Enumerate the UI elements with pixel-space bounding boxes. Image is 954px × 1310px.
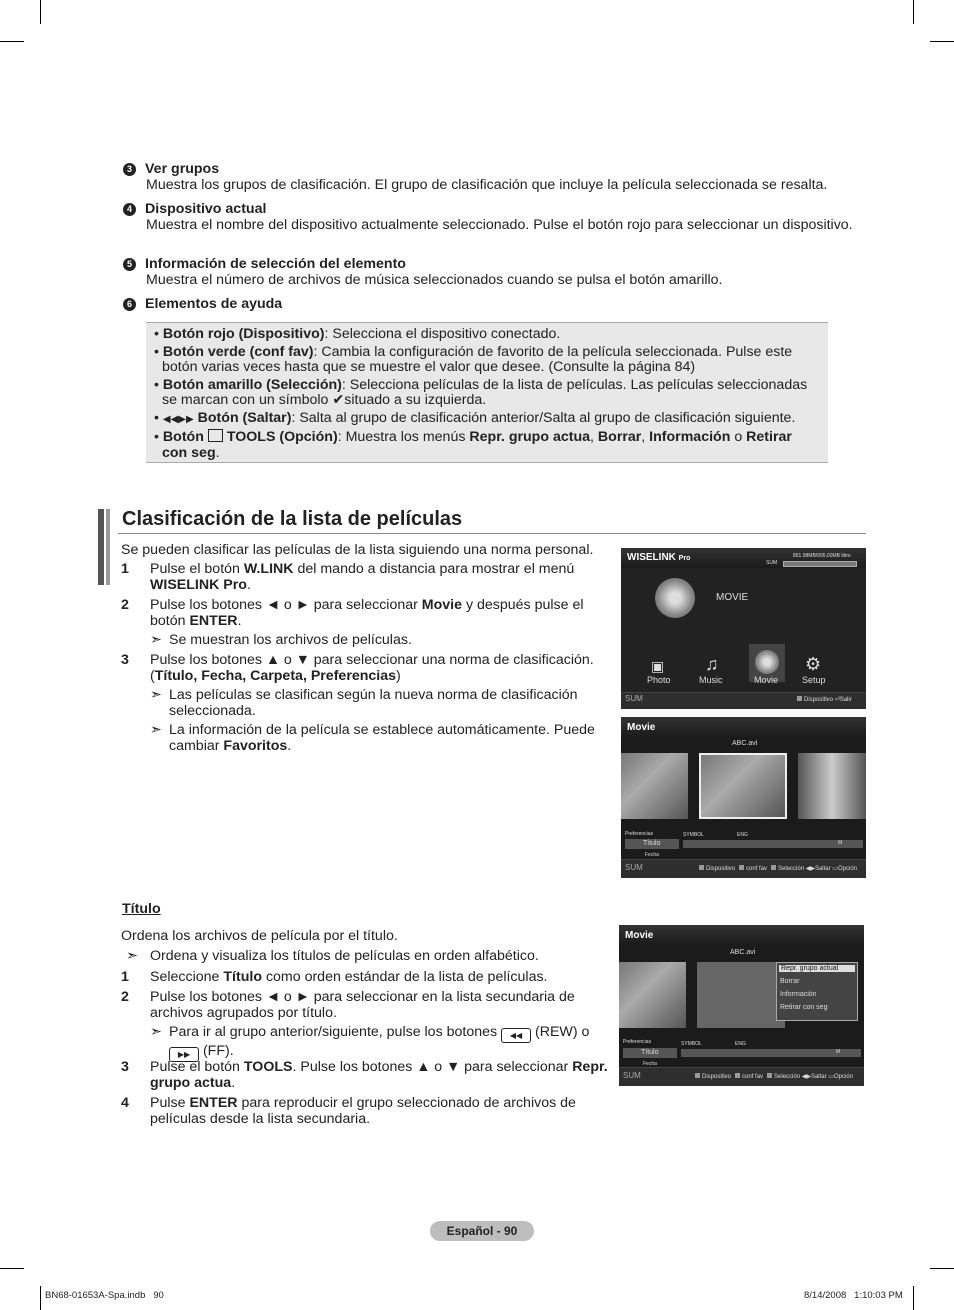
item-elementos-ayuda: [123, 296, 853, 312]
section-rule: [118, 533, 866, 534]
note: ➣ Se muestran los archivos de películas.: [150, 632, 412, 648]
arrow-icon: ➣: [150, 722, 162, 738]
sort-option: Preferencias: [625, 831, 654, 837]
brand-label: WISELINK Pro: [627, 552, 691, 563]
crop-mark: [913, 0, 914, 24]
setup-icon: ⚙: [805, 654, 822, 674]
step-2: 2 Pulse los botones ◄ o ► para seleccionar Movie y después pulse el botón ENTER.: [121, 597, 584, 629]
item-text: Muestra el número de archivos de música seleccionados cuando se pulsa el botón amarillo.: [146, 272, 723, 288]
tools-icon: [208, 429, 223, 442]
section-bar: [98, 509, 104, 585]
group-bar: [683, 840, 863, 848]
subsection-intro: Ordena los archivos de película por el título.: [121, 928, 398, 944]
group-label: M: [838, 840, 843, 846]
file-name: ABC.avi: [732, 740, 758, 747]
group-label: SYMBOL: [683, 832, 704, 838]
item-number: 4: [123, 203, 136, 216]
group-label: M: [836, 1049, 841, 1055]
icon-label: Photo: [647, 675, 671, 685]
titulo-step-1: 1 Seleccione Título como orden estándar de la lista de películas.: [121, 969, 548, 985]
foot-hints: Dispositivo ⏎Salir: [793, 696, 852, 703]
help-red: • Botón rojo (Dispositivo): Selecciona el dispositivo conectado.: [154, 326, 561, 342]
item-title: Ver grupos: [145, 161, 220, 177]
footer-file: BN68-01653A-Spa.indb 90: [45, 1290, 164, 1301]
arrow-icon: ➣: [126, 948, 138, 964]
titulo-step-3: 3 Pulse el botón TOOLS. Pulse los botones ▲ o ▼ para seleccionar Repr. grupo actua.: [121, 1059, 608, 1091]
menu-item-repr-grupo[interactable]: Repr. grupo actual: [779, 965, 855, 972]
sort-option-selected: Título: [641, 1049, 659, 1056]
titulo-step-2: 2 Pulse los botones ◄ o ► para seleccionar en la lista secundaria de archivos agrupados por título.: [121, 989, 575, 1021]
menu-item-informacion[interactable]: Información: [780, 991, 817, 998]
step-3: 3 Pulse los botones ▲ o ▼ para seleccionar una norma de clasificación. (Título, Fecha, Carpeta, Preferencias): [121, 652, 594, 684]
item-title: Dispositivo actual: [145, 201, 267, 217]
foot-hints: Dispositivo conf fav Selección ◀▶Saltar ▭Opción: [695, 865, 857, 872]
note: ➣ Ordena y visualiza los títulos de películas en orden alfabético.: [126, 948, 539, 964]
wiselink-screen: [621, 548, 866, 709]
icon-label: Movie: [754, 675, 779, 685]
help-yellow: • Botón amarillo (Selección): Selecciona películas de la lista de películas. Las películas seleccionadas se marcan con un símbolo ✔situado a su izquierda.: [154, 376, 808, 408]
photo-icon: ▣: [651, 658, 665, 674]
foot-hints: Dispositivo conf fav Selección ◀▶Saltar ▭Opción: [691, 1073, 853, 1080]
help-box: [146, 322, 828, 463]
group-label: ENG: [737, 832, 748, 838]
crop-mark: [0, 41, 24, 42]
section-title: Clasificación de la lista de películas: [122, 508, 463, 530]
storage-bar: [783, 561, 857, 567]
group-label: SYMBOL: [681, 1041, 702, 1047]
rewind-icon: ◀◀: [501, 1028, 531, 1043]
arrow-icon: ➣: [150, 687, 162, 703]
sort-option: Fecha: [645, 852, 659, 858]
item-number: 5: [123, 258, 136, 271]
skip-icon: ◀◀▶▶: [162, 413, 194, 425]
help-skip: • ◀◀▶▶ Botón (Saltar): Salta al grupo de clasificación anterior/Salta al grupo de clasificación siguiente.: [154, 409, 796, 426]
item-text: Muestra los grupos de clasificación. El grupo de clasificación que incluye la película seleccionada se resalta.: [146, 177, 828, 193]
section-intro: Se pueden clasificar las películas de la lista siguiendo una norma personal.: [121, 542, 594, 558]
movie-icon: [755, 650, 779, 674]
arrow-icon: ➣: [150, 1024, 162, 1040]
crop-mark: [930, 41, 954, 42]
section-bar: [106, 509, 110, 585]
item-text: Muestra el nombre del dispositivo actualmente seleccionado. Pulse el botón rojo para seleccionar un dispositivo.: [146, 217, 853, 233]
storage-label: 851.98MB/995.00MB libre: [793, 553, 851, 559]
note: ➣ La información de la película se establece automáticamente. Puede cambiar Favoritos.: [150, 722, 595, 754]
tools-menu-screen: [619, 925, 864, 1086]
thumbnail: [798, 753, 866, 819]
item-ver-grupos: [123, 161, 853, 193]
group-bar: [681, 1049, 861, 1057]
crop-mark: [0, 1268, 24, 1269]
thumbnail-selected: [697, 962, 785, 1028]
titulo-step-4: 4 Pulse ENTER para reproducir el grupo seleccionado de archivos de películas desde la lista secundaria.: [121, 1095, 576, 1127]
selected-label: MOVIE: [716, 592, 749, 603]
file-name: ABC.avi: [730, 949, 756, 956]
checkmark-icon: ✔: [332, 392, 345, 408]
step-1: 1 Pulse el botón W.LINK del mando a distancia para mostrar el menú WISELINK Pro.: [121, 561, 575, 593]
page-number: Español - 90: [430, 1221, 534, 1241]
sort-option: Fecha: [643, 1061, 657, 1067]
subsection-title: Título: [122, 901, 161, 917]
fast-forward-icon: ▶▶: [169, 1047, 199, 1062]
movie-list-screen: [621, 717, 866, 878]
icon-label: Setup: [802, 675, 826, 685]
screen-title: Movie: [627, 722, 656, 733]
music-icon: ♫: [705, 654, 719, 674]
item-title: Información de selección del elemento: [145, 256, 406, 272]
item-number: 3: [123, 163, 136, 176]
icon-label: Music: [699, 675, 723, 685]
note: ➣ Para ir al grupo anterior/siguiente, pulse los botones ◀◀ (REW) o ▶▶ (FF).: [150, 1024, 610, 1062]
crop-mark: [40, 1286, 41, 1310]
help-green: • Botón verde (conf fav): Cambia la configuración de favorito de la película seleccionada. Pulse este botón varias veces hasta que se muestre el valor que desee. (Consulte la página 84): [154, 343, 793, 375]
item-dispositivo-actual: [123, 201, 853, 233]
item-informacion-seleccion: [123, 256, 853, 288]
screen-title: Movie: [625, 930, 654, 941]
tools-menu: [776, 962, 858, 1021]
menu-item-borrar[interactable]: Borrar: [780, 978, 800, 985]
sort-option-selected: Título: [643, 840, 661, 847]
foot-device: SUM: [623, 1071, 641, 1080]
item-title: Elementos de ayuda: [145, 296, 283, 312]
film-reel-icon: [655, 578, 695, 618]
note: ➣ Las películas se clasifican según la nueva norma de clasificación seleccionada.: [150, 687, 578, 719]
device-label: SUM: [766, 560, 778, 566]
crop-mark: [930, 1268, 954, 1269]
thumbnail: [619, 962, 686, 1028]
foot-device: SUM: [625, 863, 643, 872]
crop-mark: [40, 0, 41, 24]
menu-item-retirar[interactable]: Retirar con seg: [780, 1004, 828, 1011]
help-tools: • Botón TOOLS (Opción): Muestra los menús Repr. grupo actua, Borrar, Información o Retirar con seg.: [154, 429, 792, 461]
footer-date: 8/14/2008 1:10:03 PM: [804, 1290, 903, 1301]
crop-mark: [913, 1286, 914, 1310]
thumbnail-selected: [699, 753, 787, 819]
item-number: 6: [123, 298, 136, 311]
thumbnail: [621, 753, 688, 819]
group-label: ENG: [735, 1041, 746, 1047]
foot-device: SUM: [625, 694, 643, 703]
sort-option: Preferencias: [623, 1039, 652, 1045]
arrow-icon: ➣: [150, 632, 162, 648]
